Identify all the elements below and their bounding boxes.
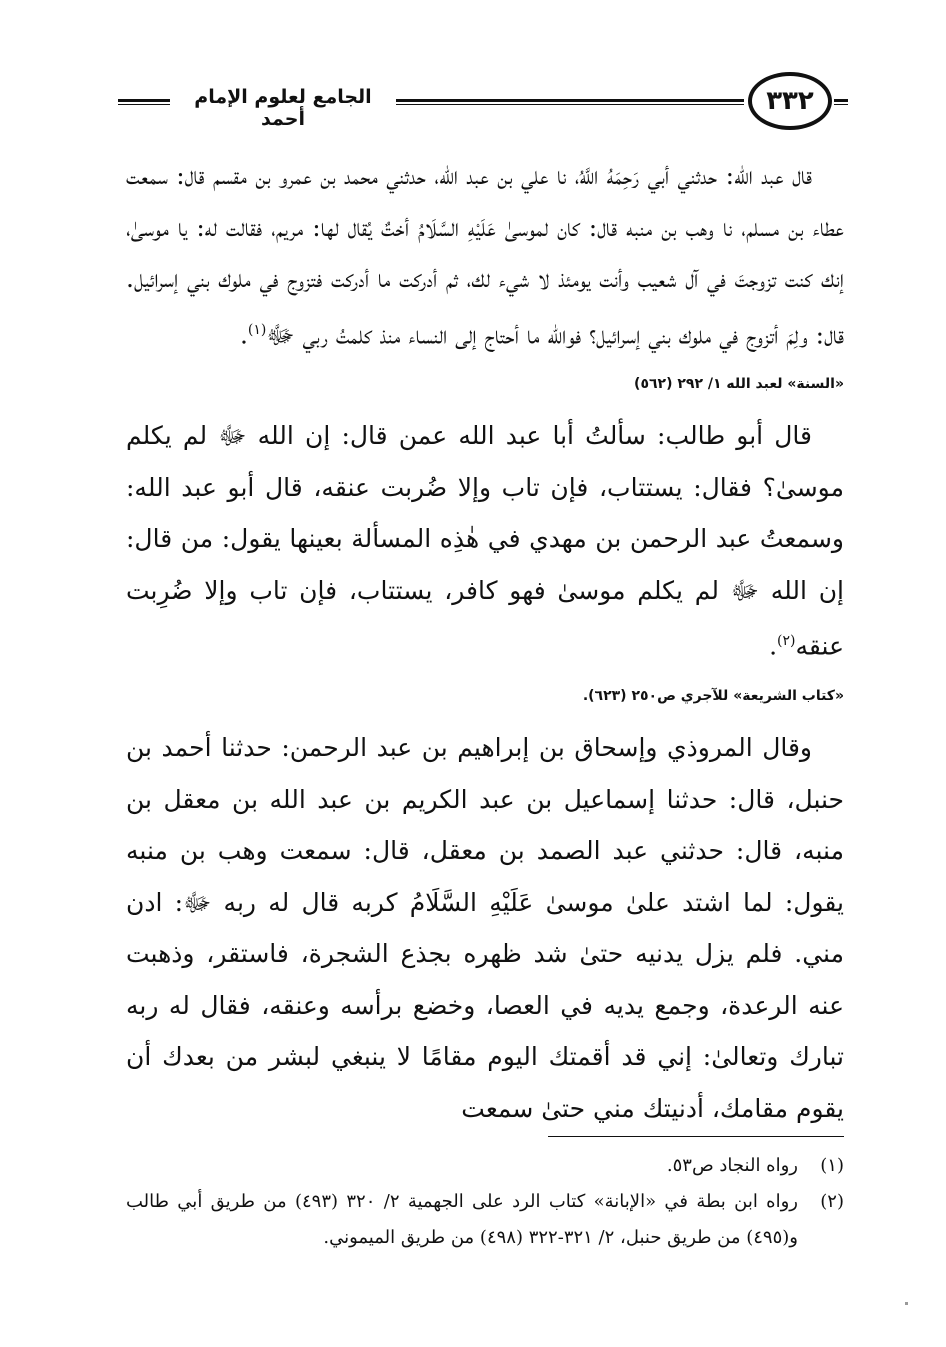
source-citation-1: «السنة» لعبد الله ١/ ٢٩٢ (٥٦٢)	[634, 376, 844, 393]
header-rule-middle	[396, 99, 744, 105]
paragraph-2: قال أبو طالب: سألتُ أبا عبد الله عمن قال: إن الله ﷻ لم يكلم موسىٰ؟ فقال: يستتاب، فإن تاب وإلا ضُربت عنقه، قال أبو عبد الله: وسمعتُ عبد الرحمن بن مهدي في هٰذِه المسألة بعينها يقول: من قال: إن الله ﷻ لم يكلم موسىٰ فهو كافر، يستتاب، فإن تاب وإلا ضُرِبت عنقه$^{(٢)}$.	[126, 421, 844, 661]
footnote-ref-1: (١)	[247, 321, 267, 338]
footnote-2-number: (٢)	[820, 1191, 844, 1212]
footnote-1-text: رواه النجاد ص٥٣.	[666, 1155, 798, 1176]
footnote-1-number: (١)	[820, 1155, 844, 1176]
paragraph-2-text: قال أبو طالب: سألتُ أبا عبد الله عمن قال: إن الله ﷻ لم يكلم موسىٰ؟ فقال: يستتاب، فإن تاب وإلا ضُربت عنقه، قال أبو عبد الله: وسمعتُ عبد الرحمن بن مهدي في هٰذِه المسألة بعينها يقول: من قال: إن الله ﷻ لم يكلم موسىٰ فهو كافر، يستتاب، فإن تاب وإلا ضُرِبت عنقه	[126, 421, 844, 661]
paragraph-1: قال عبد الله: حدثني أبي رَحِمَهُ اللَّهُ، نا علي بن عبد الله، حدثني محمد بن عمرو بن مقسم قال: سمعت عطاء بن مسلم، نا وهب بن منبه قال: كان لموسىٰ عَلَيْهِ السَّلَامُ أختٌ يُقال لها: مريم، فقالت له: يا موسىٰ، إنك كنت تزوجتَ في آل شعيب وأنت يومئذ لا شيء لك، ثم أدركت ما أدركت فتزوج في ملوك بني إسرائيل. قال: ولِمَ أتزوج في ملوك بني إسرائيل؟ فوالله ما أحتاج إلى النساء منذ كلمتُ ربي ﷻ$^{(١)}$.	[126, 161, 844, 349]
paragraph-3: وقال المروذي وإسحاق بن إبراهيم بن عبد الرحمن: حدثنا أحمد بن حنبل، قال: حدثنا إسماعيل بن عبد الكريم بن عبد الله بن معقل بن منبه، قال: حدثني عبد الصمد بن معقل، قال: سمعت وهب بن منبه يقول: لما اشتد علىٰ موسىٰ عَلَيْهِ السَّلَامُ كربه قال له ربه ﷻ: ادن مني. فلم يزل يدنيه حتىٰ شد ظهره بجذع الشجرة، فاستقر، وذهبت عنه الرعدة، وجمع يديه في العصا، وخضع برأسه وعنقه، فقال له ربه تبارك وتعالىٰ: إني قد أقمتك اليوم مقامًا لا ينبغي لبشر من بعدك أن يقوم مقامك، أدنيتك مني حتىٰ سمعت	[126, 733, 844, 1123]
paragraph-1-text: قال عبد الله: حدثني أبي رَحِمَهُ اللَّهُ، نا علي بن عبد الله، حدثني محمد بن عمرو بن مقسم قال: سمعت عطاء بن مسلم، نا وهب بن منبه قال: كان لموسىٰ عَلَيْهِ السَّلَامُ أختٌ يُقال لها: مريم، فقالت له: يا موسىٰ، إنك كنت تزوجتَ في آل شعيب وأنت يومئذ لا شيء لك، ثم أدركت ما أدركت فتزوج في ملوك بني إسرائيل. قال: ولِمَ أتزوج في ملوك بني إسرائيل؟ فوالله ما أحتاج إلى النساء منذ كلمتُ ربي ﷻ	[126, 161, 844, 349]
footnote-separator	[548, 1136, 844, 1137]
footnote-ref-2: (٢)	[777, 633, 796, 650]
scan-speck	[905, 1302, 908, 1305]
footnote-1	[126, 1148, 844, 1184]
page-header	[118, 72, 848, 134]
footnote-2	[126, 1184, 844, 1256]
footnote-2-text: رواه ابن بطة في «الإبانة» كتاب الرد على الجهمية ٢/ ٣٢٠ (٤٩٣) من طريق أبي طالب و(٤٩٥) من طريق حنبل، ٢/ ٣٢١-٣٢٢ (٤٩٨) من طريق الميموني.	[126, 1191, 799, 1248]
footnotes	[126, 1148, 844, 1256]
main-text	[126, 150, 844, 1134]
source-citation-2: «كتاب الشريعة» للآجري ص٢٥٠ (٦٢٣).	[582, 688, 844, 705]
header-rule-right	[834, 99, 848, 105]
running-title: الجامع لعلوم الإمام أحمد	[194, 86, 372, 130]
header-rule-left	[118, 99, 170, 105]
page-number: ٣٣٢	[748, 72, 832, 130]
